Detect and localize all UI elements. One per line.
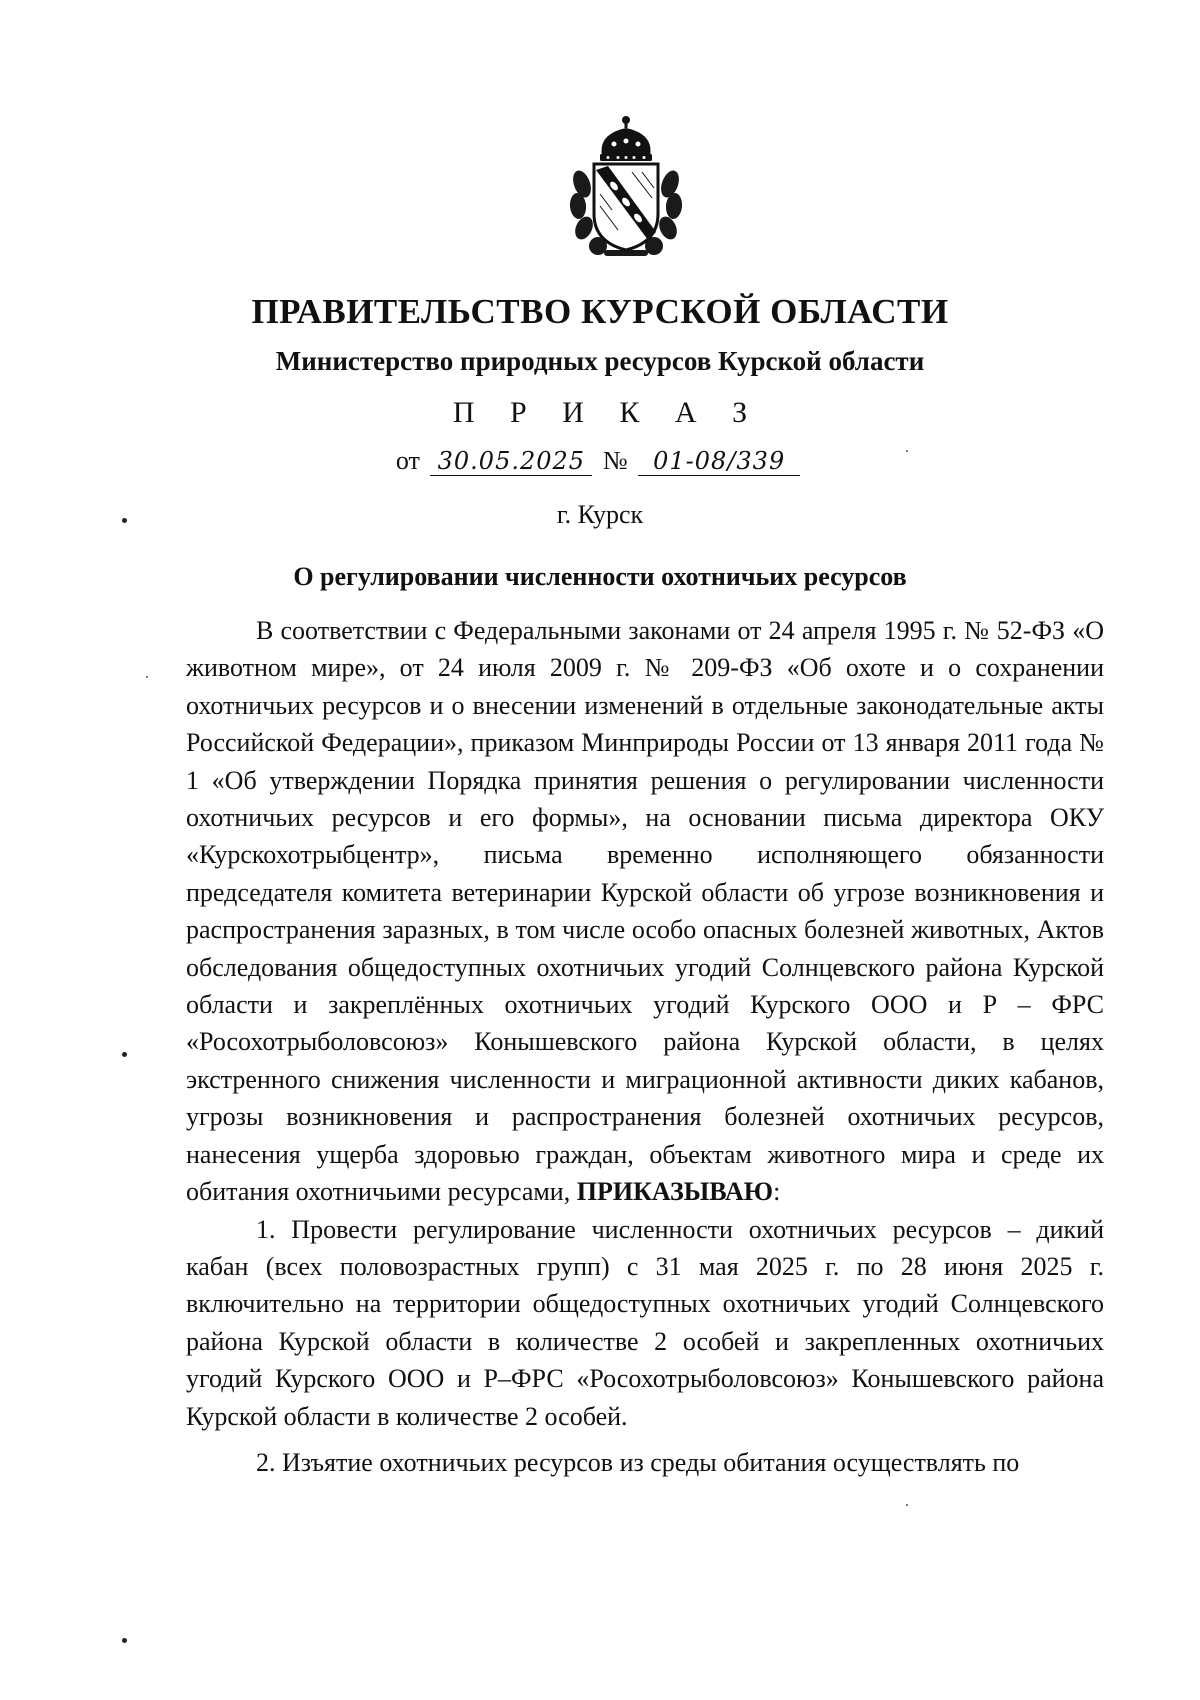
order-item-2: 2. Изъятие охотничьих ресурсов из среды обитания осуществлять по xyxy=(256,1447,1020,1477)
handwritten-date: 30.05.2025 xyxy=(430,447,592,476)
scan-speck xyxy=(146,676,148,678)
order-word: ПРИКАЗЫВАЮ xyxy=(576,1177,774,1207)
coat-of-arms-emblem xyxy=(568,114,684,264)
preamble-text: В соответствии с Федеральными законами от 24 апреля 1995 г. № 52-ФЗ «О животном мире», от 24 июля 2009 г. № 209-ФЗ «Об охоте и о сохранении охотничьих ресурсов и о внесении изменений в отдельные законодательные акты Российской Федерации», приказом Минприроды России от 13 января 2011 года № 1 «Об утверждении Порядка принятия решения о регулировании численности охотничьих ресурсов и его формы», на основании письма директора ОКУ «Курскохотрыбцентр», письма временно исполняющего обязанности председателя комитета ветеринарии Курской области об угрозе возникновения и распространения заразных, в том числе особо опасных болезней животных, Актов обследования общедоступных охотничьих угодий Солнцевского района Курской области и закреплённых охотничьих угодий Курского ООО и Р – ФРС «Росохотрыболовсоюз» Конышевского района Курской области, в целях экстренного снижения численности и миграционной активности диких кабанов, угрозы возникновения и распространения болезней охотничьих ресурсов, нанесения ущерба здоровью граждан, объектам животного мира и среде их обитания охотничьими ресурсами, xyxy=(186,616,1104,1207)
scan-speck xyxy=(906,450,908,452)
date-prefix: от xyxy=(395,446,420,475)
document-type: П Р И К А З xyxy=(452,396,762,429)
scan-dot xyxy=(122,1638,127,1643)
ministry-title: Министерство природных ресурсов Курской области xyxy=(275,346,925,376)
city: г. Курск xyxy=(556,500,644,529)
document-body xyxy=(186,612,1104,1481)
scan-dot xyxy=(122,518,127,523)
scan-dot xyxy=(122,1052,127,1057)
order-subject: О регулировании численности охотничьих ресурсов xyxy=(293,562,907,591)
order-item-1: 1. Провести регулирование численности охотничьих ресурсов – дикий кабан (всех половозрастных групп) с 31 мая 2025 г. по 28 июня 2025 г. включительно на территории общедоступных охотничьих угодий Солнцевского района Курской области в количестве 2 особей и закрепленных охотничьих угодий Курского ООО и Р–ФРС «Росохотрыболовсоюз» Конышевского района Курской области в количестве 2 особей. xyxy=(186,1214,1104,1431)
order-colon: : xyxy=(773,1177,781,1207)
government-title: ПРАВИТЕЛЬСТВО КУРСКОЙ ОБЛАСТИ xyxy=(251,292,949,331)
preamble-paragraph xyxy=(186,612,1104,1211)
scan-speck xyxy=(906,1504,908,1506)
date-number-line xyxy=(0,446,1200,476)
handwritten-number: 01-08/339 xyxy=(638,447,800,476)
number-prefix: № xyxy=(602,446,628,475)
